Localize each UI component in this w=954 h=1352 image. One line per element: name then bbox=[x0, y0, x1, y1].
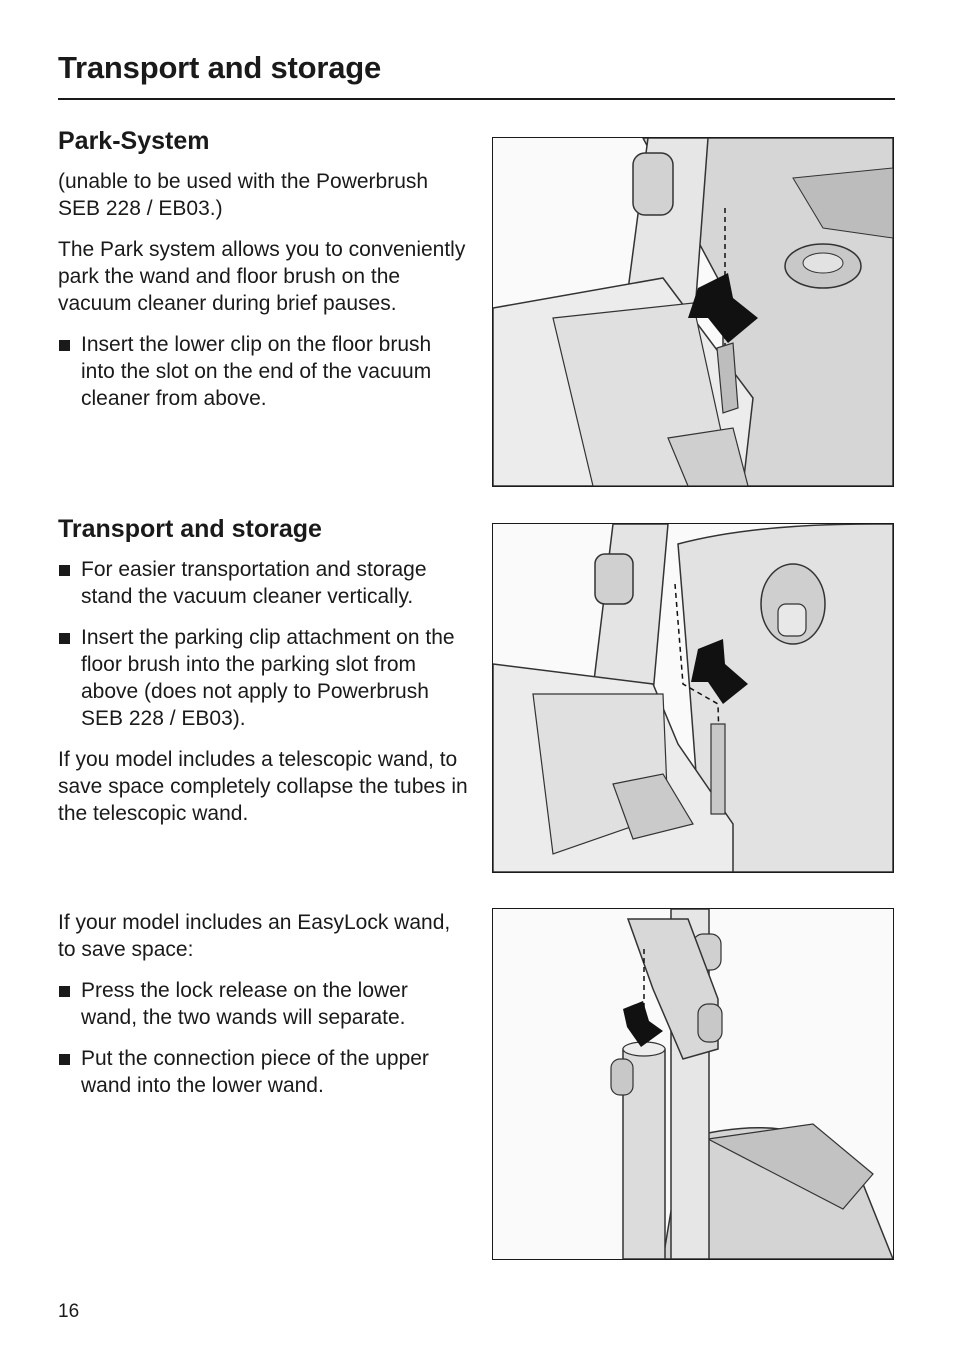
bullet-square-icon bbox=[59, 340, 70, 351]
easylock-intro: If your model includes an EasyLock wand, to save space: bbox=[58, 911, 451, 961]
page-title: Transport and storage bbox=[58, 50, 382, 85]
park-system-note: (unable to be used with the Powerbrush SEB 228 / EB03.) bbox=[58, 170, 429, 220]
park-system-intro: The Park system allows you to conveniently park the wand and floor brush on the vacuum cleaner during brief pauses. bbox=[58, 238, 466, 315]
transport-drawing bbox=[493, 524, 893, 872]
easylock-step-2 bbox=[58, 1045, 468, 1099]
easylock-illustration bbox=[492, 908, 894, 1260]
title-rule bbox=[58, 98, 895, 100]
easylock-step-2-text: Put the connection piece of the upper wand into the lower wand. bbox=[81, 1047, 429, 1097]
transport-step-2 bbox=[58, 624, 468, 732]
bullet-square-icon bbox=[59, 1054, 70, 1065]
park-system-section bbox=[58, 126, 468, 426]
transport-step-2-text: Insert the parking clip attachment on the floor brush into the parking slot from above (does not apply to Powerbrush SEB 228 / EB03). bbox=[81, 626, 455, 730]
page-number: 16 bbox=[58, 1301, 80, 1322]
easylock-step-1 bbox=[58, 977, 468, 1031]
park-system-heading: Park-System bbox=[58, 127, 210, 155]
easylock-section bbox=[58, 909, 468, 1113]
transport-step-1 bbox=[58, 556, 468, 610]
park-system-drawing bbox=[493, 138, 893, 486]
transport-step-1-text: For easier transportation and storage stand the vacuum cleaner vertically. bbox=[81, 558, 427, 608]
transport-illustration bbox=[492, 523, 894, 873]
telescopic-note: If you model includes a telescopic wand, to save space completely collapse the tubes in the telescopic wand. bbox=[58, 748, 468, 825]
park-system-step bbox=[58, 331, 468, 412]
bullet-square-icon bbox=[59, 986, 70, 997]
easylock-drawing bbox=[493, 909, 893, 1259]
easylock-step-1-text: Press the lock release on the lower wand, the two wands will separate. bbox=[81, 979, 408, 1029]
park-system-illustration bbox=[492, 137, 894, 487]
bullet-square-icon bbox=[59, 565, 70, 576]
transport-heading: Transport and storage bbox=[58, 515, 322, 543]
park-system-step-text: Insert the lower clip on the floor brush into the slot on the end of the vacuum cleaner from above. bbox=[81, 333, 432, 410]
transport-section bbox=[58, 514, 468, 841]
bullet-square-icon bbox=[59, 633, 70, 644]
